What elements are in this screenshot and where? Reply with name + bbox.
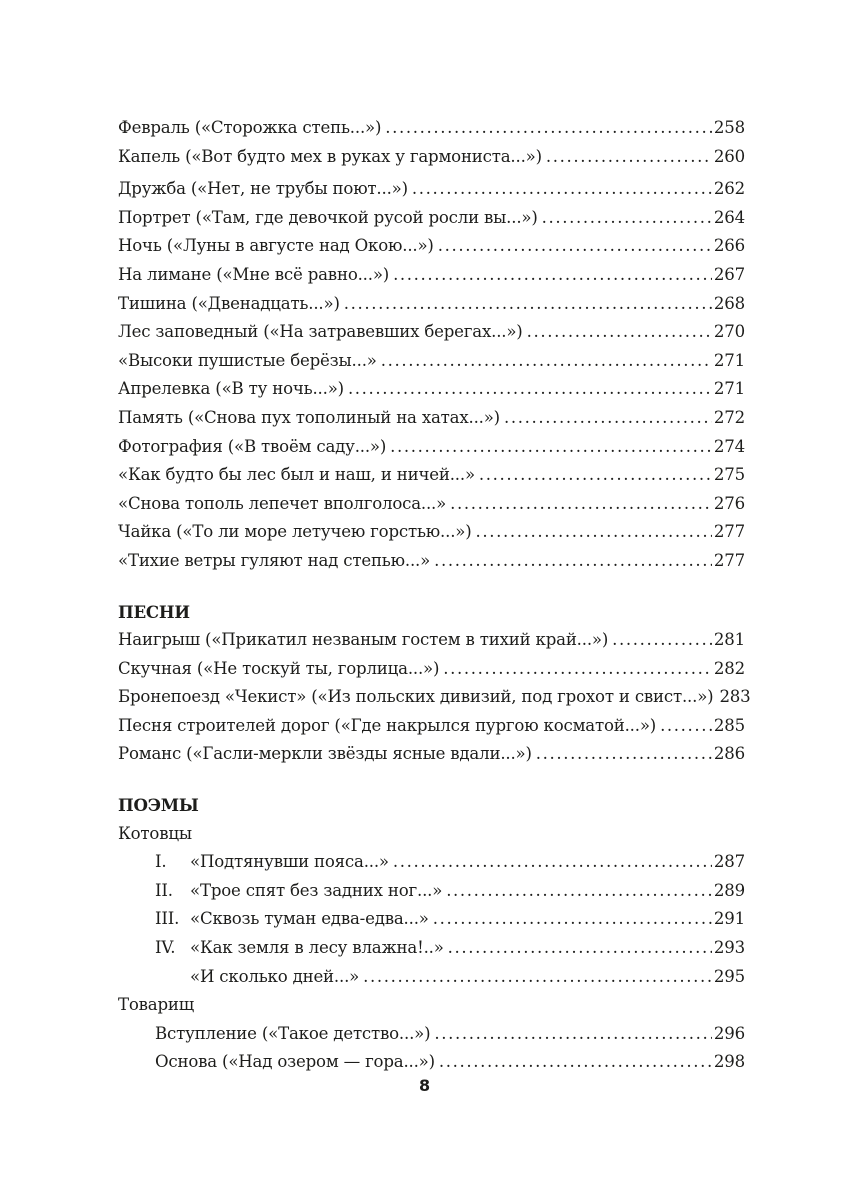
- entry-page: 282: [713, 658, 745, 678]
- toc-entry: [118, 175, 745, 204]
- toc-entry: [118, 740, 745, 769]
- entry-page: 289: [713, 880, 745, 900]
- toc-entry: [118, 934, 745, 963]
- toc-entry: [118, 404, 745, 433]
- entry-title: Тишина («Двенадцать...»): [118, 293, 340, 313]
- roman-numeral: IV.: [155, 938, 176, 958]
- entry-page: 277: [713, 522, 745, 542]
- entry-page: 276: [713, 493, 745, 513]
- entry-page: 281: [713, 630, 745, 650]
- dot-leader: [434, 1020, 712, 1049]
- entry-title: На лимане («Мне всё равно...»): [118, 264, 390, 284]
- toc-entry: [118, 712, 745, 741]
- entry-page: 271: [713, 379, 745, 399]
- dot-leader: [381, 347, 712, 376]
- entry-title: Лес заповедный («На затравевших берегах...»): [118, 322, 523, 342]
- entry-page: 296: [713, 1023, 745, 1043]
- dot-leader: [446, 877, 712, 906]
- entry-page: 268: [713, 293, 745, 313]
- dot-leader: [412, 175, 712, 204]
- entry-page: 286: [713, 744, 745, 764]
- entry-page: 285: [713, 715, 745, 735]
- part-title: «Трое спят без задних ног...»: [190, 880, 443, 900]
- dot-leader: [476, 518, 712, 547]
- toc-entry: [118, 1048, 745, 1077]
- entry-page: 274: [713, 436, 745, 456]
- poem-title-tovarishch: Товарищ: [118, 995, 195, 1015]
- toc-entry: [118, 626, 745, 655]
- section-heading-poems: ПОЭМЫ: [118, 795, 199, 816]
- entry-title: Память («Снова пух тополиный на хатах...»): [118, 407, 500, 427]
- toc-entry: [118, 848, 745, 877]
- dot-leader: [348, 375, 712, 404]
- entry-title: Песня строителей дорог («Где накрылся пургою косматой...»): [118, 715, 657, 735]
- dot-leader: [438, 232, 712, 261]
- entry-title: [155, 848, 389, 877]
- poem-title-kotovtsy: Котовцы: [118, 823, 192, 843]
- toc-entry: [118, 1020, 745, 1049]
- toc-entry: [118, 114, 745, 143]
- entry-title: «Высоки пушистые берёзы...»: [118, 350, 377, 370]
- dot-leader: [363, 963, 712, 992]
- entry-page: 271: [713, 350, 745, 370]
- table-of-contents: [118, 114, 751, 1077]
- entry-title: Фотография («В твоём саду...»): [118, 436, 387, 456]
- dot-leader: [448, 934, 712, 963]
- entry-page: 266: [713, 236, 745, 256]
- entry-title: Основа («Над озером — гора...»): [155, 1052, 435, 1072]
- entry-title: Февраль («Сторожка степь...»): [118, 118, 382, 137]
- entry-page: 291: [713, 909, 745, 929]
- roman-numeral: I.: [155, 852, 167, 872]
- entry-page: 293: [713, 938, 745, 958]
- entry-title: «Тихие ветры гуляют над степью...»: [118, 550, 431, 570]
- dot-leader: [527, 318, 712, 347]
- dot-leader: [536, 740, 712, 769]
- entry-title: Скучная («Не тоскуй ты, горлица...»): [118, 658, 440, 678]
- toc-entry: [118, 963, 745, 992]
- toc-entry: [118, 490, 745, 519]
- part-title: «Подтянувши пояса...»: [190, 852, 389, 872]
- entry-page: 287: [713, 852, 745, 872]
- entry-title: [155, 934, 444, 963]
- dot-leader: [393, 848, 712, 877]
- dot-leader: [479, 461, 712, 490]
- dot-leader: [542, 204, 712, 233]
- roman-numeral: II.: [155, 880, 173, 900]
- toc-entry: [118, 518, 745, 547]
- toc-entry: [118, 461, 745, 490]
- entry-page: 295: [713, 966, 745, 986]
- entry-title: «Как будто бы лес был и наш, и ничей...»: [118, 465, 475, 485]
- entry-title: Наигрыш («Прикатил незваным гостем в тихий край...»): [118, 630, 609, 650]
- toc-entry: [118, 877, 745, 906]
- entry-page: 277: [713, 550, 745, 570]
- entry-page: 270: [713, 322, 745, 342]
- toc-entry: [118, 261, 745, 290]
- entry-title: Вступление («Такое детство...»): [155, 1023, 431, 1043]
- toc-entry: [118, 318, 745, 347]
- dot-leader: [385, 114, 712, 143]
- entry-page: 275: [713, 465, 745, 485]
- entry-title: Дружба («Нет, не трубы поют...»): [118, 179, 408, 199]
- toc-entry: [118, 433, 745, 462]
- entry-title: Ночь («Луны в августе над Окою...»): [118, 236, 434, 256]
- toc-entry: [118, 143, 745, 172]
- dot-leader: [450, 490, 712, 519]
- entry-page: 262: [713, 179, 745, 199]
- entry-title: [155, 877, 442, 906]
- dot-leader: [612, 626, 712, 655]
- entry-page: 258: [713, 118, 745, 137]
- dot-leader: [393, 261, 712, 290]
- dot-leader: [439, 1048, 712, 1077]
- entry-page: 264: [713, 207, 745, 227]
- entry-title: Бронепоезд «Чекист» («Из польских дивизий, под грохот и свист...»): [118, 687, 714, 707]
- entry-page: 283: [719, 687, 751, 707]
- entry-title: «И сколько дней...»: [190, 966, 360, 986]
- toc-entry: [118, 347, 745, 376]
- toc-entry: [118, 905, 745, 934]
- toc-entry: [118, 375, 745, 404]
- entry-page: 260: [713, 146, 745, 166]
- entry-title: Капель («Вот будто мех в руках у гармониста...»): [118, 146, 542, 166]
- entry-page: 272: [713, 407, 745, 427]
- entry-title: Чайка («То ли море летучею горстью...»): [118, 522, 472, 542]
- dot-leader: [390, 433, 712, 462]
- entry-page: 298: [713, 1052, 745, 1072]
- dot-leader: [434, 547, 712, 576]
- toc-entry: [118, 204, 745, 233]
- entry-title: «Снова тополь лепечет вполголоса...»: [118, 493, 447, 513]
- toc-entry: [118, 547, 745, 576]
- entry-title: Апрелевка («В ту ночь...»): [118, 379, 344, 399]
- part-title: «Как земля в лесу влажна!..»: [190, 938, 444, 958]
- dot-leader: [546, 143, 712, 172]
- entry-page: 267: [713, 264, 745, 284]
- toc-entry: [118, 290, 745, 319]
- dot-leader: [443, 655, 712, 684]
- entry-title: Романс («Гасли-меркли звёзды ясные вдали...»): [118, 744, 532, 764]
- section-heading-songs: ПЕСНИ: [118, 601, 190, 622]
- part-title: «Сквозь туман едва-едва...»: [190, 909, 429, 929]
- entry-title: Портрет («Там, где девочкой русой росли вы...»): [118, 207, 538, 227]
- dot-leader: [504, 404, 712, 433]
- dot-leader: [433, 905, 712, 934]
- roman-numeral: III.: [155, 909, 180, 929]
- dot-leader: [344, 290, 712, 319]
- dot-leader: [660, 712, 712, 741]
- entry-title: [155, 905, 429, 934]
- page-number: 8: [419, 1076, 430, 1095]
- toc-entry: [118, 232, 745, 261]
- toc-entry: [118, 683, 751, 712]
- toc-entry: [118, 655, 745, 684]
